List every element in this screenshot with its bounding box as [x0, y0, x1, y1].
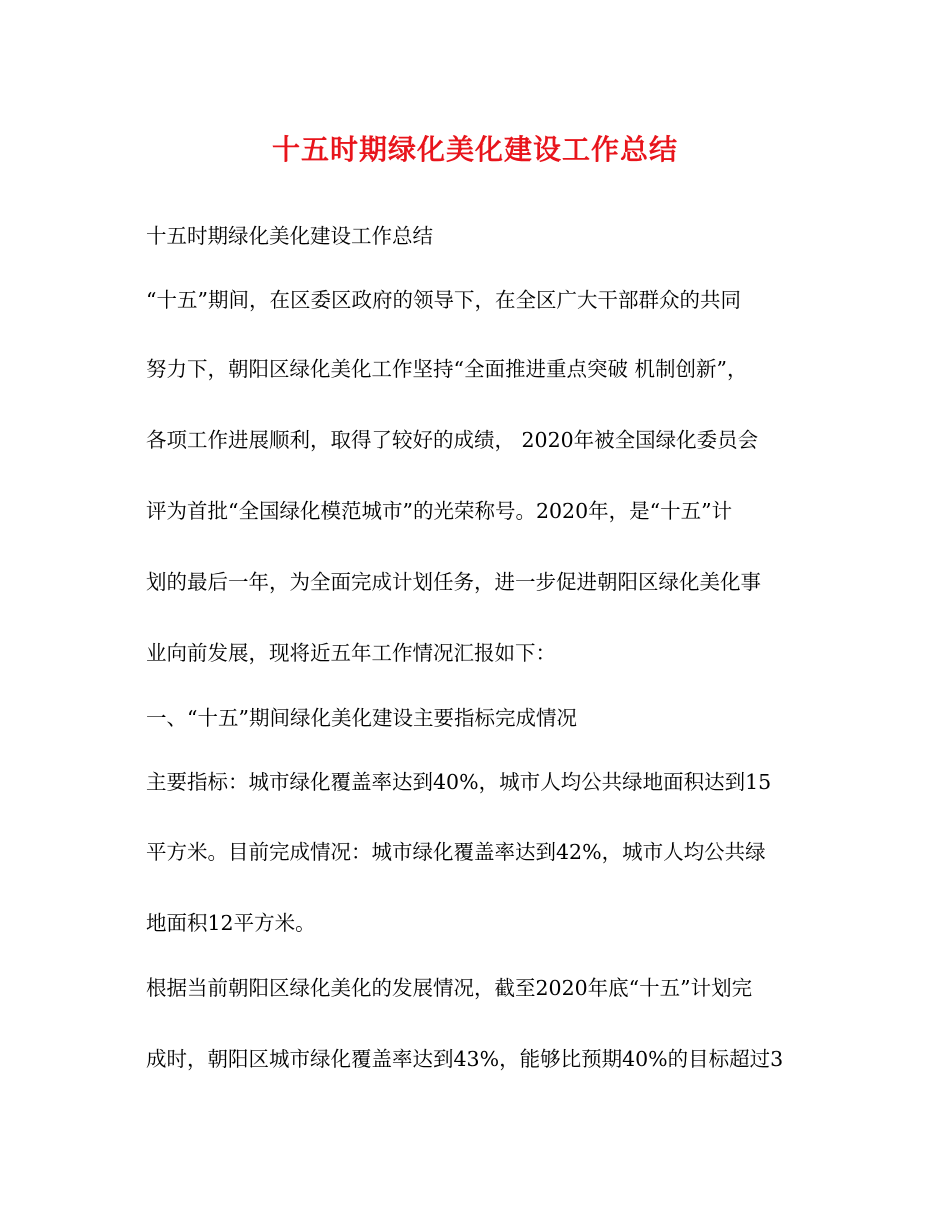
text-line: 努力下，朝阳区绿化美化工作坚持“全面推进重点突破 机制创新”，: [146, 357, 748, 381]
text-line: “十五”期间，在区委区政府的领导下，在全区广大干部群众的共同: [146, 288, 741, 312]
text-line: 十五时期绿化美化建设工作总结: [146, 224, 433, 248]
text-line: 主要指标：城市绿化覆盖率达到40%，城市人均公共绿地面积达到15: [146, 770, 772, 794]
text-line: 成时，朝阳区城市绿化覆盖率达到43%，能够比预期40%的目标超过3: [146, 1047, 784, 1071]
document-title: 十五时期绿化美化建设工作总结: [271, 133, 678, 166]
section-heading: 一、“十五”期间绿化美化建设主要指标完成情况: [146, 706, 577, 730]
text-line: 根据当前朝阳区绿化美化的发展情况，截至2020年底“十五”计划完: [146, 976, 753, 1000]
text-line: 业向前发展，现将近五年工作情况汇报如下：: [146, 641, 556, 665]
text-line: 地面积12平方米。: [146, 911, 316, 935]
text-line: 各项工作进展顺利，取得了较好的成绩， 2020年被全国绿化委员会: [146, 428, 759, 452]
text-line: 平方米。目前完成情况：城市绿化覆盖率达到42%，城市人均公共绿: [146, 840, 766, 864]
text-line: 划的最后一年，为全面完成计划任务，进一步促进朝阳区绿化美化事: [146, 570, 761, 594]
text-line: 评为首批“全国绿化模范城市”的光荣称号。2020年，是“十五”计: [146, 499, 733, 523]
